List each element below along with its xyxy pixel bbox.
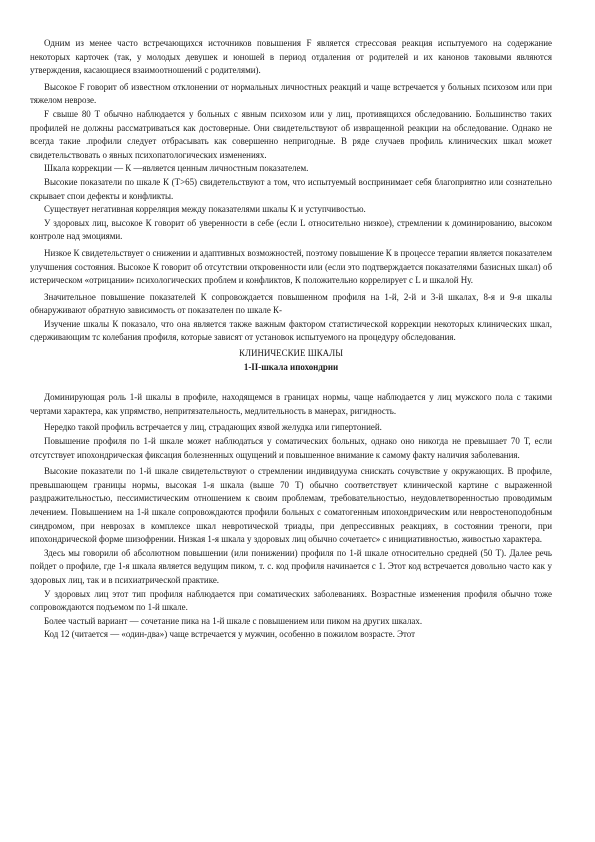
paragraph-scale1-somatic: Повышение профиля по 1-й шкале может наблюдаться у соматических больных, однако оно никогда не превышает 70 Т, если отсутствует ипохондрическая фиксация болезненных ощущений и повышенное внимание к самому факту наличия заболевания. [30,436,552,460]
paragraph-k-scale-intro: Шкала коррекции — К —является ценным личностным показателем. [44,163,309,174]
paragraph-scale1-healthy: У здоровых лиц этот тип профиля наблюдается при соматических заболеваниях. Возрастные изменения профиля обычно тоже сопровождаются подъемом по 1-й шкале. [30,588,552,613]
paragraph-k-study: Изучение шкалы К показало, что она является также важным фактором статистической коррекции некоторых клинических шкал, сдерживающим тс колебания профиля, которые зависят от установок испытуемого на процедуру обследования. [30,318,552,343]
page-content [30,37,552,642]
paragraph-high-k: Высокие показатели по шкале К (Т>65) свидетельствуют а том, что испытуемый воспринимает себя благоприятно или сознательно скрывает спои дефекты и конфликты. [30,176,552,201]
paragraph-scale1-high: Высокие показатели по 1-й шкале свидетельствуют о стремлении индивидуума снискать сочувствие у окружающих. В профиле, превышающем границы нормы, высокая 1-я шкала (выше 70 Т) обычно соответствует клинической картине с выраженной раздражительностью, пессимистическим отношением к своим проблемам, требовательностью, неудовлетворенностью проводимым лечением. Повышением на 1-й шкале сопровождаются профили больных с соматогенным ипохондрическим или невростеноподобным синдромом, при неврозах в комплексе шкал невротической триады, при депрессивных реакциях, в состоянии треноги, при ипохондрической форме шизофрении. Низкая 1-я шкала у здоровых лиц обычно сочетаетс» с инициативностью, живостью характера. [30,466,552,545]
paragraph-code-12: Код 12 (читается — «один-два») чаще встречается у мужчин, особенно в пожилом возрасте. Этот [44,629,416,640]
paragraph-f-above-80: F свыше 80 Т обычно наблюдается у больных с явным психозом или у лиц, противящихся обследованию. Большинство таких профилей не должны рассматриваться как достоверные. Они свидетельствуют об извращенной реакции на обследование. Однако не всегда такие .профили следует отбрасывать как совершенно непригодные. В ряде случаев профиль клинических шкал может свидетельствовать о явных психопатологических изменениях. [30,108,552,160]
paragraph-scale1-absolute: Здесь мы говорили об абсолютном повышении (или понижении) профиля по 1-й шкале относительно средней (50 Т). Далее речь пойдет о профиле, где 1-я шкала является ведущим пиком, т. с. код профиля начинается с 1. Этот код встречается довольно часто как у здоровых лиц, так и в психиатрической практике. [30,547,552,585]
paragraph-k-increase: Значительное повышение показателей К сопровождается повышенном профиля на 1-й, 2-й и 3-й шкалах, 8-я и 9-я шкалы обнаруживают обратную зависимость от показателен по шкале К- [30,291,552,316]
paragraph-high-f: Высокое F говорит об известном отклонении от нормальных личностных реакций и чаще встречается у больных психозом или при тяжелом неврозе. [30,81,552,106]
paragraph-f-stress-reaction: Одним из менее часто встречающихся источников повышения F является стрессовая реакция испытуемого на содержание некоторых карточек (так, у молодых девушек и юношей в период отдаления от родителей и их канонов таковыми являются утверждения, касающиеся взаимоотношений с родителями). [30,38,552,76]
paragraph-scale1-ulcer: Нередко такой профиль встречается у лиц, страдающих язвой желудка или гипертонией. [44,422,382,433]
subsection-title: 1-II-шкала ипохондрии [243,361,339,372]
paragraph-low-k: Низкое К свидетельствует о снижении и адаптивных возможностей, поэтому повышение К в процессе терапии является показателем улучшения состояния. Высокое К говорит об отсутствии откровенности или (если это подтверждается показателями базисных шкал) об истерическом «отрицании» психологических проблем и конфликтов, К положительно коррелирует с L и шкалой Ну. [30,247,552,286]
paragraph-k-correlation: Существует негативная корреляция между показателями шкалы К и уступчивостью. [44,204,366,215]
paragraph-k-healthy: У здоровых лиц, высокое К говорит об уверенности в себе (если L относительно низкое), стремлении к доминированию, высоком контроле над эмоциями. [30,217,552,242]
paragraph-scale1-variant: Более частый вариант — сочетание пика на 1-й шкале с повышением или пиком на других шкалах. [44,615,423,626]
section-title: КЛИНИЧЕСКИЕ ШКАЛЫ [238,348,343,359]
paragraph-scale1-dominant: Доминирующая роль 1-й шкалы в профиле, находящемся в границах нормы, чаще наблюдается у лиц мужского пола с такими чертами характера, как упрямство, непритязательность, медлительность в манерах, ригидность. [30,392,552,416]
